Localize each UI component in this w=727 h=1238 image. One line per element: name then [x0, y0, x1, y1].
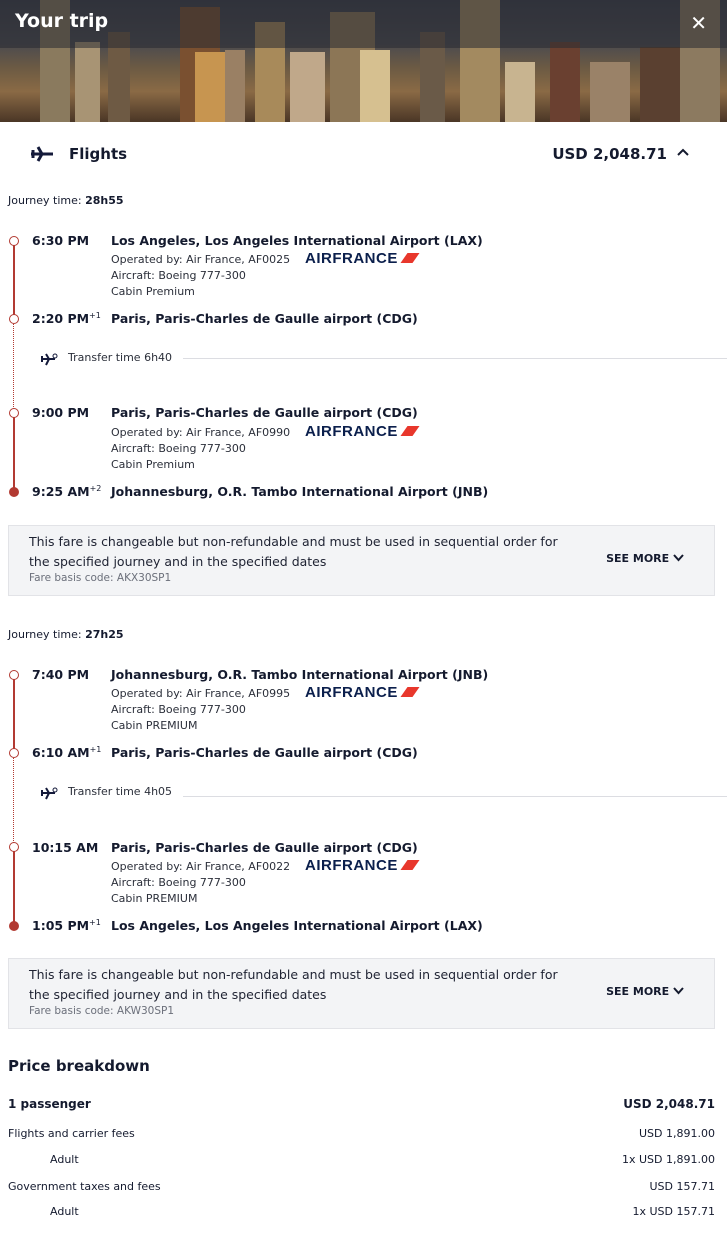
price-value: USD 1,891.00	[639, 1127, 715, 1140]
cabin: Cabin Premium	[111, 285, 195, 298]
day-offset: +2	[89, 484, 102, 493]
departure-place: Johannesburg, O.R. Tambo International Airport (JNB)	[111, 667, 489, 682]
divider	[183, 358, 727, 359]
timeline-dot	[9, 408, 19, 418]
day-offset: +1	[89, 311, 101, 320]
arrival-place: Paris, Paris-Charles de Gaulle airport (CDG)	[111, 745, 418, 760]
operated-by: Operated by: Air France, AF0995	[111, 687, 291, 700]
aircraft: Aircraft: Boeing 777-300	[111, 876, 246, 889]
fare-basis-code: Fare basis code: AKW30SP1	[29, 1005, 175, 1017]
airline-logo-text: AIRFRANCE	[305, 250, 398, 267]
close-button[interactable]: ✕	[690, 11, 707, 35]
departure-time: 7:40 PM	[32, 667, 90, 682]
timeline-dot	[9, 748, 19, 758]
airline-logo	[305, 857, 416, 874]
journey-time	[8, 628, 124, 641]
transfer-plane-icon	[40, 352, 58, 366]
arrival-time	[32, 745, 101, 760]
arrival-place: Los Angeles, Los Angeles International Airport (LAX)	[111, 918, 483, 933]
price-row-adult	[8, 1153, 715, 1169]
departure-place: Paris, Paris-Charles de Gaulle airport (CDG)	[111, 405, 418, 420]
airline-logo	[305, 423, 416, 440]
departure-time: 9:00 PM	[32, 405, 90, 420]
departure-place: Paris, Paris-Charles de Gaulle airport (CDG)	[111, 840, 418, 855]
page-title: Your trip	[15, 10, 109, 32]
see-more-button[interactable]	[606, 985, 684, 998]
price-breakdown-title: Price breakdown	[8, 1057, 150, 1075]
arrival-time-value: 1:05 PM	[32, 918, 90, 934]
arrival-time-value: 9:25 AM	[32, 484, 90, 500]
fare-conditions	[8, 958, 715, 1029]
timeline-transfer	[13, 753, 14, 847]
transfer-time: Transfer time 4h05	[68, 785, 173, 798]
timeline-dot	[9, 842, 19, 852]
price-value: 1x USD 1,891.00	[622, 1153, 715, 1166]
timeline-dot	[9, 314, 19, 324]
chevron-down-icon	[673, 987, 684, 995]
journey-time-value: 27h25	[85, 628, 124, 641]
fare-conditions	[8, 525, 715, 596]
timeline-dot-final	[9, 921, 19, 931]
transfer-plane-icon	[40, 786, 58, 800]
journey-return	[0, 624, 727, 1034]
timeline	[13, 675, 15, 753]
price-row-passengers	[8, 1097, 715, 1113]
airplane-icon	[30, 145, 54, 163]
journey-time-label: Journey time:	[8, 194, 82, 207]
airline-logo	[305, 250, 416, 267]
price-row-flights	[8, 1127, 715, 1143]
journey-time-value: 28h55	[85, 194, 124, 207]
transfer-time: Transfer time 6h40	[68, 351, 173, 364]
operated-by: Operated by: Air France, AF0990	[111, 426, 291, 439]
aircraft: Aircraft: Boeing 777-300	[111, 442, 246, 455]
aircraft: Aircraft: Boeing 777-300	[111, 269, 246, 282]
see-more-button[interactable]	[606, 552, 684, 565]
price-label: 1 passenger	[8, 1097, 91, 1111]
journey-time-label: Journey time:	[8, 628, 82, 641]
price-value: USD 157.71	[649, 1180, 715, 1193]
airline-logo-text: AIRFRANCE	[305, 857, 398, 874]
arrival-place: Paris, Paris-Charles de Gaulle airport (CDG)	[111, 311, 418, 326]
cabin: Cabin PREMIUM	[111, 892, 198, 905]
timeline	[13, 413, 15, 492]
arrival-time-value: 2:20 PM	[32, 311, 90, 327]
price-value: 1x USD 157.71	[632, 1205, 715, 1218]
arrival-time-value: 6:10 AM	[32, 745, 90, 761]
divider	[183, 796, 727, 797]
price-label: Adult	[50, 1205, 79, 1218]
flights-summary[interactable]	[0, 135, 727, 175]
arrival-time	[32, 484, 101, 499]
day-offset: +1	[89, 745, 102, 754]
header-banner	[0, 0, 727, 122]
flights-total-price: USD 2,048.71	[552, 145, 667, 163]
chevron-down-icon	[673, 554, 684, 562]
price-label: Adult	[50, 1153, 79, 1166]
aircraft: Aircraft: Boeing 777-300	[111, 703, 246, 716]
arrival-time	[32, 918, 101, 933]
arrival-place: Johannesburg, O.R. Tambo International Airport (JNB)	[111, 484, 489, 499]
price-label: Government taxes and fees	[8, 1180, 161, 1193]
chevron-up-icon[interactable]	[677, 147, 689, 157]
price-value: USD 2,048.71	[623, 1097, 715, 1111]
journey-time	[8, 194, 124, 207]
operated-by: Operated by: Air France, AF0025	[111, 253, 291, 266]
fare-text: This fare is changeable but non-refundable and must be used in sequential order for the specified journey and in the specified dates	[29, 534, 558, 569]
operated-by: Operated by: Air France, AF0022	[111, 860, 291, 873]
arrival-time	[32, 311, 101, 326]
departure-time: 6:30 PM	[32, 233, 90, 248]
departure-time: 10:15 AM	[32, 840, 99, 855]
price-row-taxes	[8, 1180, 715, 1196]
timeline-transfer	[13, 319, 14, 413]
journey-outbound	[0, 190, 727, 600]
see-more-label: SEE MORE	[606, 985, 670, 998]
see-more-label: SEE MORE	[606, 552, 670, 565]
cabin: Cabin PREMIUM	[111, 719, 198, 732]
fare-text: This fare is changeable but non-refundable and must be used in sequential order for the specified journey and in the specified dates	[29, 967, 558, 1002]
day-offset: +1	[89, 918, 101, 927]
timeline-dot-final	[9, 487, 19, 497]
airline-logo-text: AIRFRANCE	[305, 684, 398, 701]
price-row-adult	[8, 1205, 715, 1221]
fare-basis-code: Fare basis code: AKX30SP1	[29, 572, 172, 584]
timeline	[13, 241, 15, 319]
airline-logo-text: AIRFRANCE	[305, 423, 398, 440]
timeline-dot	[9, 670, 19, 680]
flights-label: Flights	[69, 145, 128, 163]
timeline	[13, 847, 15, 926]
airline-logo	[305, 684, 416, 701]
cabin: Cabin Premium	[111, 458, 195, 471]
timeline-dot	[9, 236, 19, 246]
departure-place: Los Angeles, Los Angeles International Airport (LAX)	[111, 233, 483, 248]
price-label: Flights and carrier fees	[8, 1127, 135, 1140]
